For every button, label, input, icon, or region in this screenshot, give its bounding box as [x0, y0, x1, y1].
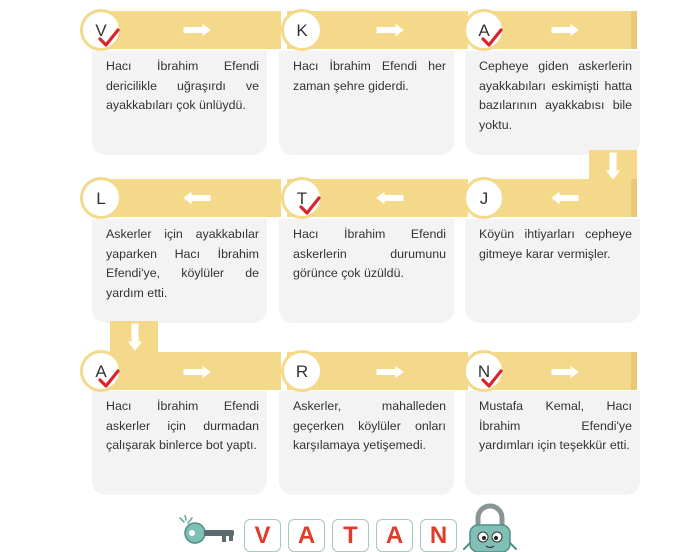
card-text: Hacı İbrahim Efendi her zaman şehre giderdi.: [293, 59, 446, 93]
letter: J: [479, 188, 489, 208]
left-arrow-icon: [182, 192, 212, 204]
letter-circle-2-3: [463, 177, 505, 219]
password-letter-box: [420, 519, 457, 552]
lock-character-icon: [462, 503, 518, 552]
card-2-1: [92, 219, 267, 323]
checkmark-icon: [98, 28, 120, 48]
password-letter-box: [332, 519, 369, 552]
letter: A: [478, 20, 490, 40]
card-text: Hacı İbrahim Efendi askerlerin durumunu görünce çok üzüldü.: [293, 227, 446, 280]
letter: L: [96, 188, 106, 208]
right-arrow-icon: [182, 24, 212, 36]
card-text: Askerler için ayakkabılar yaparken Hacı İbrahim Efendi'ye, köylüler de yardım etti.: [106, 227, 259, 300]
card-1-3: [465, 51, 640, 155]
checkmark-icon: [299, 196, 321, 216]
key-icon: [178, 515, 238, 549]
letter: V: [95, 20, 107, 40]
checkmark-icon: [481, 28, 503, 48]
password-letter: V: [254, 521, 271, 549]
letter-circle-3-1: [80, 350, 122, 392]
card-text: Hacı İbrahim Efendi dericilikle uğraşırdı ve ayakkabıları çok ünlüydü.: [106, 59, 259, 112]
right-arrow-icon: [550, 366, 580, 378]
password-letter: N: [429, 521, 448, 549]
card-text: Askerler, mahalleden geçerken köylüler onları karşılamaya yetişemedi.: [293, 399, 446, 452]
right-arrow-icon: [550, 24, 580, 36]
card-text: Mustafa Kemal, Hacı İbrahim Efendi'ye yardımları için teşekkür etti.: [479, 399, 632, 452]
down-arrow-icon: [128, 323, 142, 351]
password-letter-box: [376, 519, 413, 552]
card-3-3: [465, 391, 640, 495]
letter-circle-3-3: [463, 350, 505, 392]
letter: T: [296, 188, 308, 208]
card-2-3: [465, 219, 640, 323]
letter-circle-2-1: [80, 177, 122, 219]
left-arrow-icon: [375, 192, 405, 204]
card-1-1: [92, 51, 267, 155]
down-arrow-icon: [606, 152, 620, 180]
letter-circle-2-2: [281, 177, 323, 219]
right-arrow-icon: [182, 366, 212, 378]
letter-circle-3-2: [281, 350, 323, 392]
password-letter: A: [385, 521, 404, 549]
password-letter: A: [297, 521, 316, 549]
letter: N: [477, 361, 491, 381]
letter: K: [296, 20, 308, 40]
card-3-2: [279, 391, 454, 495]
password-letter-box: [244, 519, 281, 552]
checkmark-icon: [98, 369, 120, 389]
right-arrow-icon: [375, 366, 405, 378]
password-letter: T: [343, 521, 358, 549]
right-arrow-icon: [375, 24, 405, 36]
letter-circle-1-2: [281, 9, 323, 51]
card-3-1: [92, 391, 267, 495]
card-2-2: [279, 219, 454, 323]
left-arrow-icon: [550, 192, 580, 204]
password-letter-box: [288, 519, 325, 552]
letter-circle-1-1: [80, 9, 122, 51]
letter: R: [295, 361, 309, 381]
letter: A: [95, 361, 107, 381]
card-text: Köyün ihtiyarları cepheye gitmeye karar vermişler.: [479, 227, 632, 261]
card-text: Cepheye giden askerlerin ayakkabıları eskimişti hatta bazılarının ayakkabısı bile yoktu.: [479, 59, 632, 132]
card-text: Hacı İbrahim Efendi askerler için durmadan çalışarak binlerce bot yaptı.: [106, 399, 259, 452]
card-1-2: [279, 51, 454, 155]
letter-circle-1-3: [463, 9, 505, 51]
checkmark-icon: [481, 369, 503, 389]
